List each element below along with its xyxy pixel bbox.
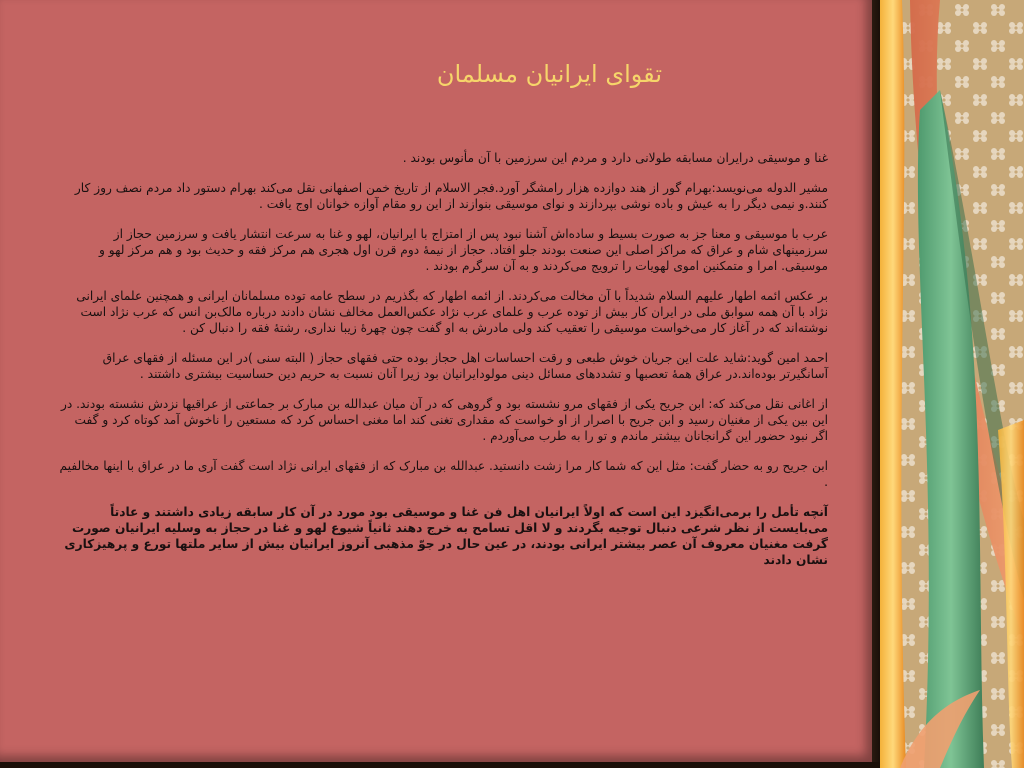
paragraph-4: بر عکس ائمه اطهار علیهم السلام شدیداً با آن مخالت می‌کردند. از ائمه اطهار که بگذریم در سطح عامه توده مسلمانان ایرانی و همچنین علمای ایرانی نژاد با آن همه سوابق ملی در ایران کار بیش از توده عرب و علمای عرب نژاد عکس‌العمل مخالف نشان دادند درباره مالک‌بن انس که عرب نژاد است نوشته‌اند که در آغاز کار می‌خواست موسیقی را تعقیب کند ولی مادرش به او گفت چون چهرهٔ زیبا نداری، رشتهٔ فقه را دنبال کن .	[76, 289, 828, 335]
slide-title: تقوای ایرانیان مسلمان	[436, 60, 662, 88]
frame-bottom-shadow	[0, 762, 884, 768]
paragraph-7: ابن جریح رو به حضار گفت: مثل این که شما کار مرا زشت دانستید. عبدالله بن مبارک که از فقهای ایرانی نژاد است گفت آری ما در عراق با اینها مخالفیم .	[59, 459, 828, 489]
ribbon-artwork	[880, 0, 1024, 768]
bold-paragraph: آنچه تأمل را برمی‌انگیزد این است که اولاً ایرانیان اهل فن غنا و موسیقی بود مورد در آن کار سابقه زیادی داشتند و عادتاً می‌بایست از نظر شرعی دنبال توجیه بگردند و لا اقل تسامح به خرج دهند ثانیاً شیوع لهو و غنا در حجاز به وسلیه ایرانیان صورت گرفت مغنیان معروف آن عصر بیشتر ایرانی بودند، در عین حال در جوّ مذهبی آنروز ایرانیان بیش از سایر ملتها تورع و پرهیزکاری نشان دادند	[64, 505, 828, 567]
decorative-ribbon-panel	[880, 0, 1024, 768]
paragraph-1: غنا و موسیقی درایران مسابقه طولانی دارد و مردم این سرزمین با آن مأنوس بودند .	[402, 151, 828, 165]
paragraph-2: مشیر الدوله می‌نویسد:بهرام گور از هند دوازده هزار رامشگر آورد.فجر الاسلام از تاریخ خمن اصفهانی نقل می‌کند بهرام دستور داد مردم نصف روز کار کنند.و نیمی دیگر را به عیش و باده نوشی بپردازند و نوای موسیقی بنوازند از این رو مقام آوازه خوانان اوج یافت .	[74, 181, 828, 211]
paragraph-5: احمد امین گوید:شاید علت این جریان خوش طبعی و رقت احساسات اهل حجاز بوده حتی فقهای حجاز ( البته سنی )در این مسئله از فقهای عراق آسانگیرتر بوده‌اند.در عراق همهٔ تعصبها و تشددهای مسائل دینی مولودایرانیان بود زیرا آنان نسبت به حریم دین حساسیت بیشتری داشتند .	[102, 351, 828, 381]
paragraph-6: از اغانی نقل می‌کند که: ابن جریح یکی از فقهای مرو نشسته بود و گروهی که در آن میان عبدالله بن مبارک بر جماعتی از عراقیها نزدش نشسته بودند. در این بین یکی از مغنیان رسید و ابن جریح با اصرار از او خواست که مقداری تغنی کند اما مغنی احساس کرد که مستعین را ناخوش آمد کوتاه کرد و گفت اگر نبود حضور این گرانجانان بیشتر ماندم و تو را به طرب می‌آوردم .	[60, 397, 828, 443]
paragraph-3: عرب با موسیقی و معنا جز به صورت بسیط و ساده‌اش آشنا نبود پس از امتزاج با ایرانیان، لهو و غنا به سرعت انتشار یافت و سرزمین حجاز از سرزمینهای شام و عراق که مراکز اصلی این صنعت بودند جلو افتاد. حجاز از نیمهٔ دوم قرن اول هجری هم مرکز فقه و حدیث بود و هم مرکز لهو و موسیقی. امرا و متمکنین اموی لهویات را ترویج می‌کردند و به آن سرگرم بودند .	[99, 227, 828, 273]
slide-body	[58, 150, 828, 582]
